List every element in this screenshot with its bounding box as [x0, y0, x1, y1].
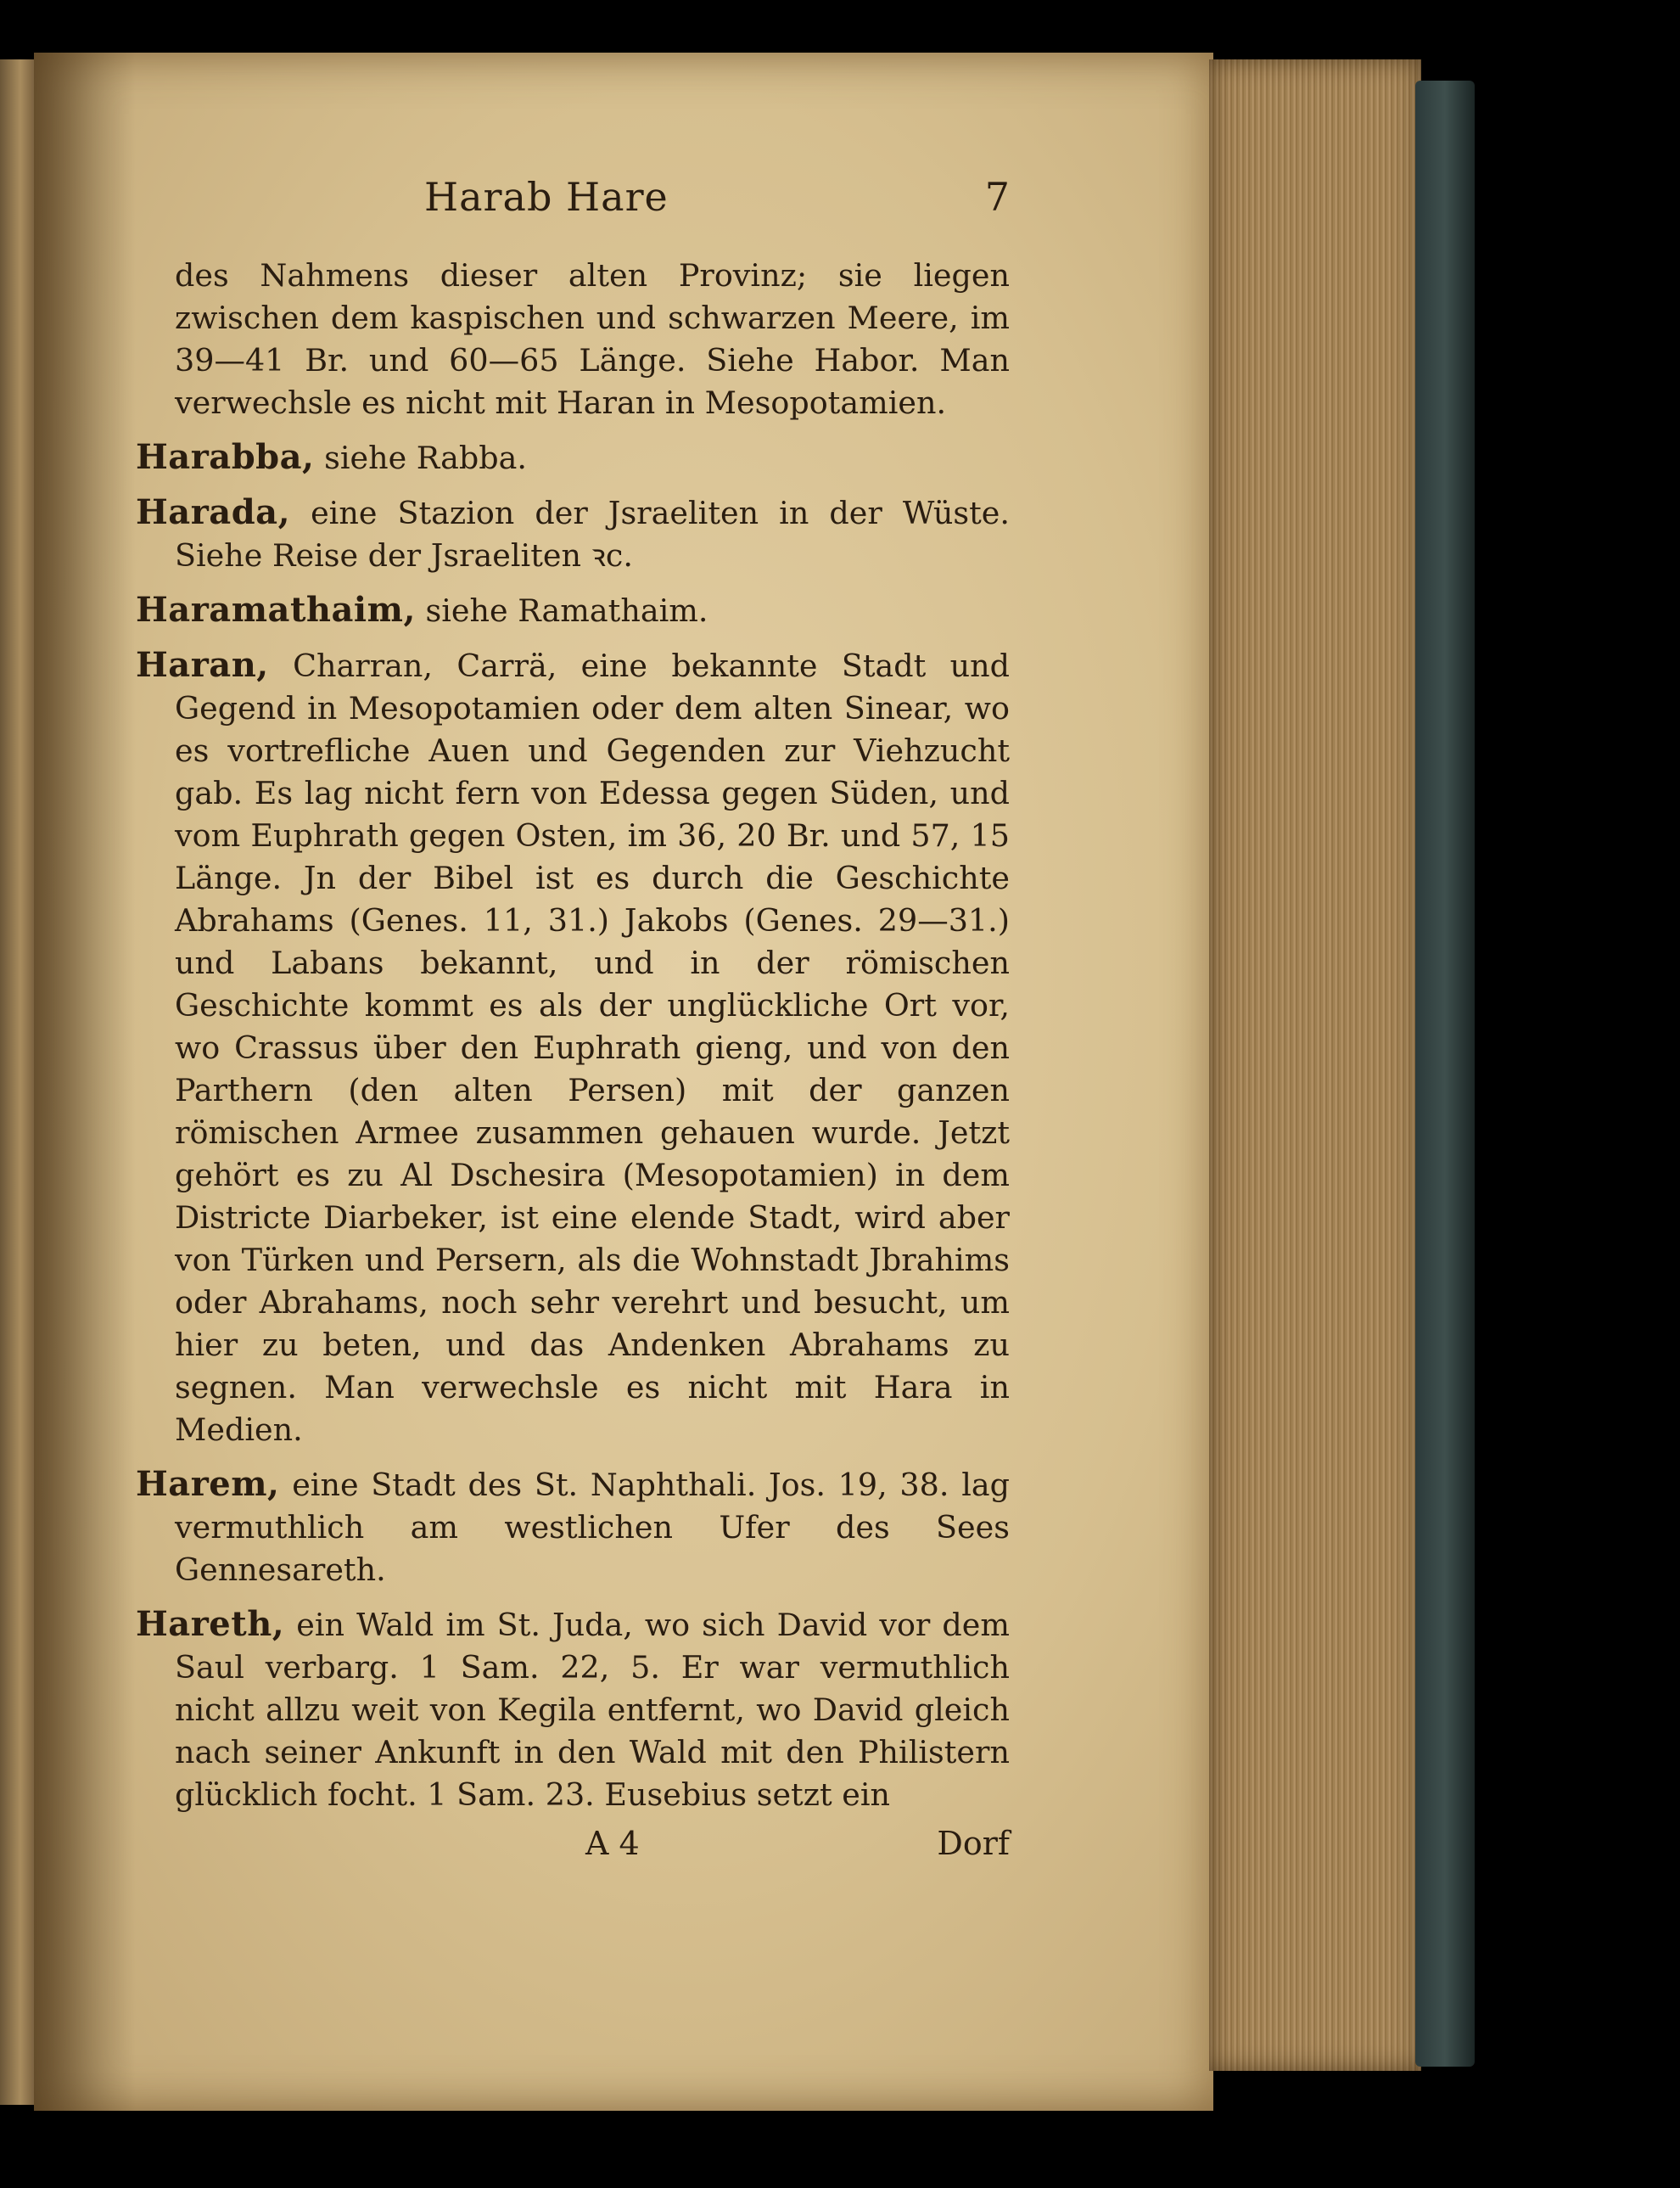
entry-lemma: Haramathaim, [136, 590, 416, 630]
entry-text: des Nahmens dieser alten Provinz; sie liegen zwischen dem kaspischen und schwarzen Meere, im 39—41 Br. und 60—65 Länge. Siehe Habor. Man verwechsle es nicht mit Haran in Mesopotamien. [175, 257, 1010, 421]
book-cover-edge [1415, 81, 1475, 2067]
signature-mark: A 4 [585, 1825, 640, 1862]
entry-harabba [136, 436, 1010, 480]
entry-harem [136, 1463, 1010, 1591]
entry-text: eine Stadt des St. Naphthali. Jos. 19, 38. lag vermuthlich am westlichen Ufer des Sees Gennesareth. [175, 1467, 1010, 1588]
entry-lemma: Hareth, [136, 1604, 285, 1644]
running-head [136, 174, 1010, 233]
entry-text: siehe Rabba. [324, 440, 527, 476]
running-head-title: Harab Hare [424, 174, 669, 220]
entry-lemma: Haran, [136, 645, 269, 685]
entry-text: siehe Ramathaim. [425, 592, 708, 629]
facing-page-edge [0, 59, 34, 2105]
entry-lemma: Harabba, [136, 437, 315, 477]
page-footer [136, 1825, 1010, 1876]
entry-harada [136, 491, 1010, 577]
entry-lemma: Harada, [136, 492, 291, 532]
entry-hareth [136, 1603, 1010, 1816]
catchword: Dorf [937, 1825, 1010, 1862]
page-number: 7 [984, 174, 1010, 220]
entry-continuation [136, 255, 1010, 424]
entry-text: ein Wald im St. Juda, wo sich David vor dem Saul verbarg. 1 Sam. 22, 5. Er war vermuthlich nicht allzu weit von Kegila entfernt, wo David gleich nach seiner Ankunft in den Wald mit den Philistern glücklich focht. 1 Sam. 23. Eusebius setzt ein [175, 1607, 1010, 1813]
entry-lemma: Harem, [136, 1464, 280, 1504]
page-edges [1209, 59, 1421, 2071]
gutter-shadow [34, 53, 136, 2111]
entry-haran [136, 644, 1010, 1451]
entry-text: Charran, Carrä, eine bekannte Stadt und Gegend in Mesopotamien oder dem alten Sinear, wo es vortrefliche Auen und Gegenden zur Viehzucht gab. Es lag nicht fern von Edessa gegen Süden, und vom Euphrath gegen Osten, im 36, 20 Br. und 57, 15 Länge. Jn der Bibel ist es durch die Geschichte Abrahams (Genes. 11, 31.) Jakobs (Genes. 29—31.) und Labans bekannt, und in der römischen Geschichte kommt es als der unglückliche Ort vor, wo Crassus über den Euphrath gieng, und von den Parthern (den alten Persen) mit der ganzen römischen Armee zusammen gehauen wurde. Jetzt gehört es zu Al Dschesira (Mesopotamien) in dem Districte Diarbeker, ist eine elende Stadt, wird aber von Türken und Persern, als die Wohnstadt Jbrahims oder Abrahams, noch sehr verehrt und besucht, um hier zu beten, und das Andenken Abrahams zu segnen. Man verwechsle es nicht mit Hara in Medien. [175, 648, 1010, 1448]
entry-haramathaim [136, 589, 1010, 632]
entry-text: eine Stazion der Jsraeliten in der Wüste. Siehe Reise der Jsraeliten ꝛc. [175, 495, 1010, 574]
dictionary-body [136, 255, 1010, 1828]
